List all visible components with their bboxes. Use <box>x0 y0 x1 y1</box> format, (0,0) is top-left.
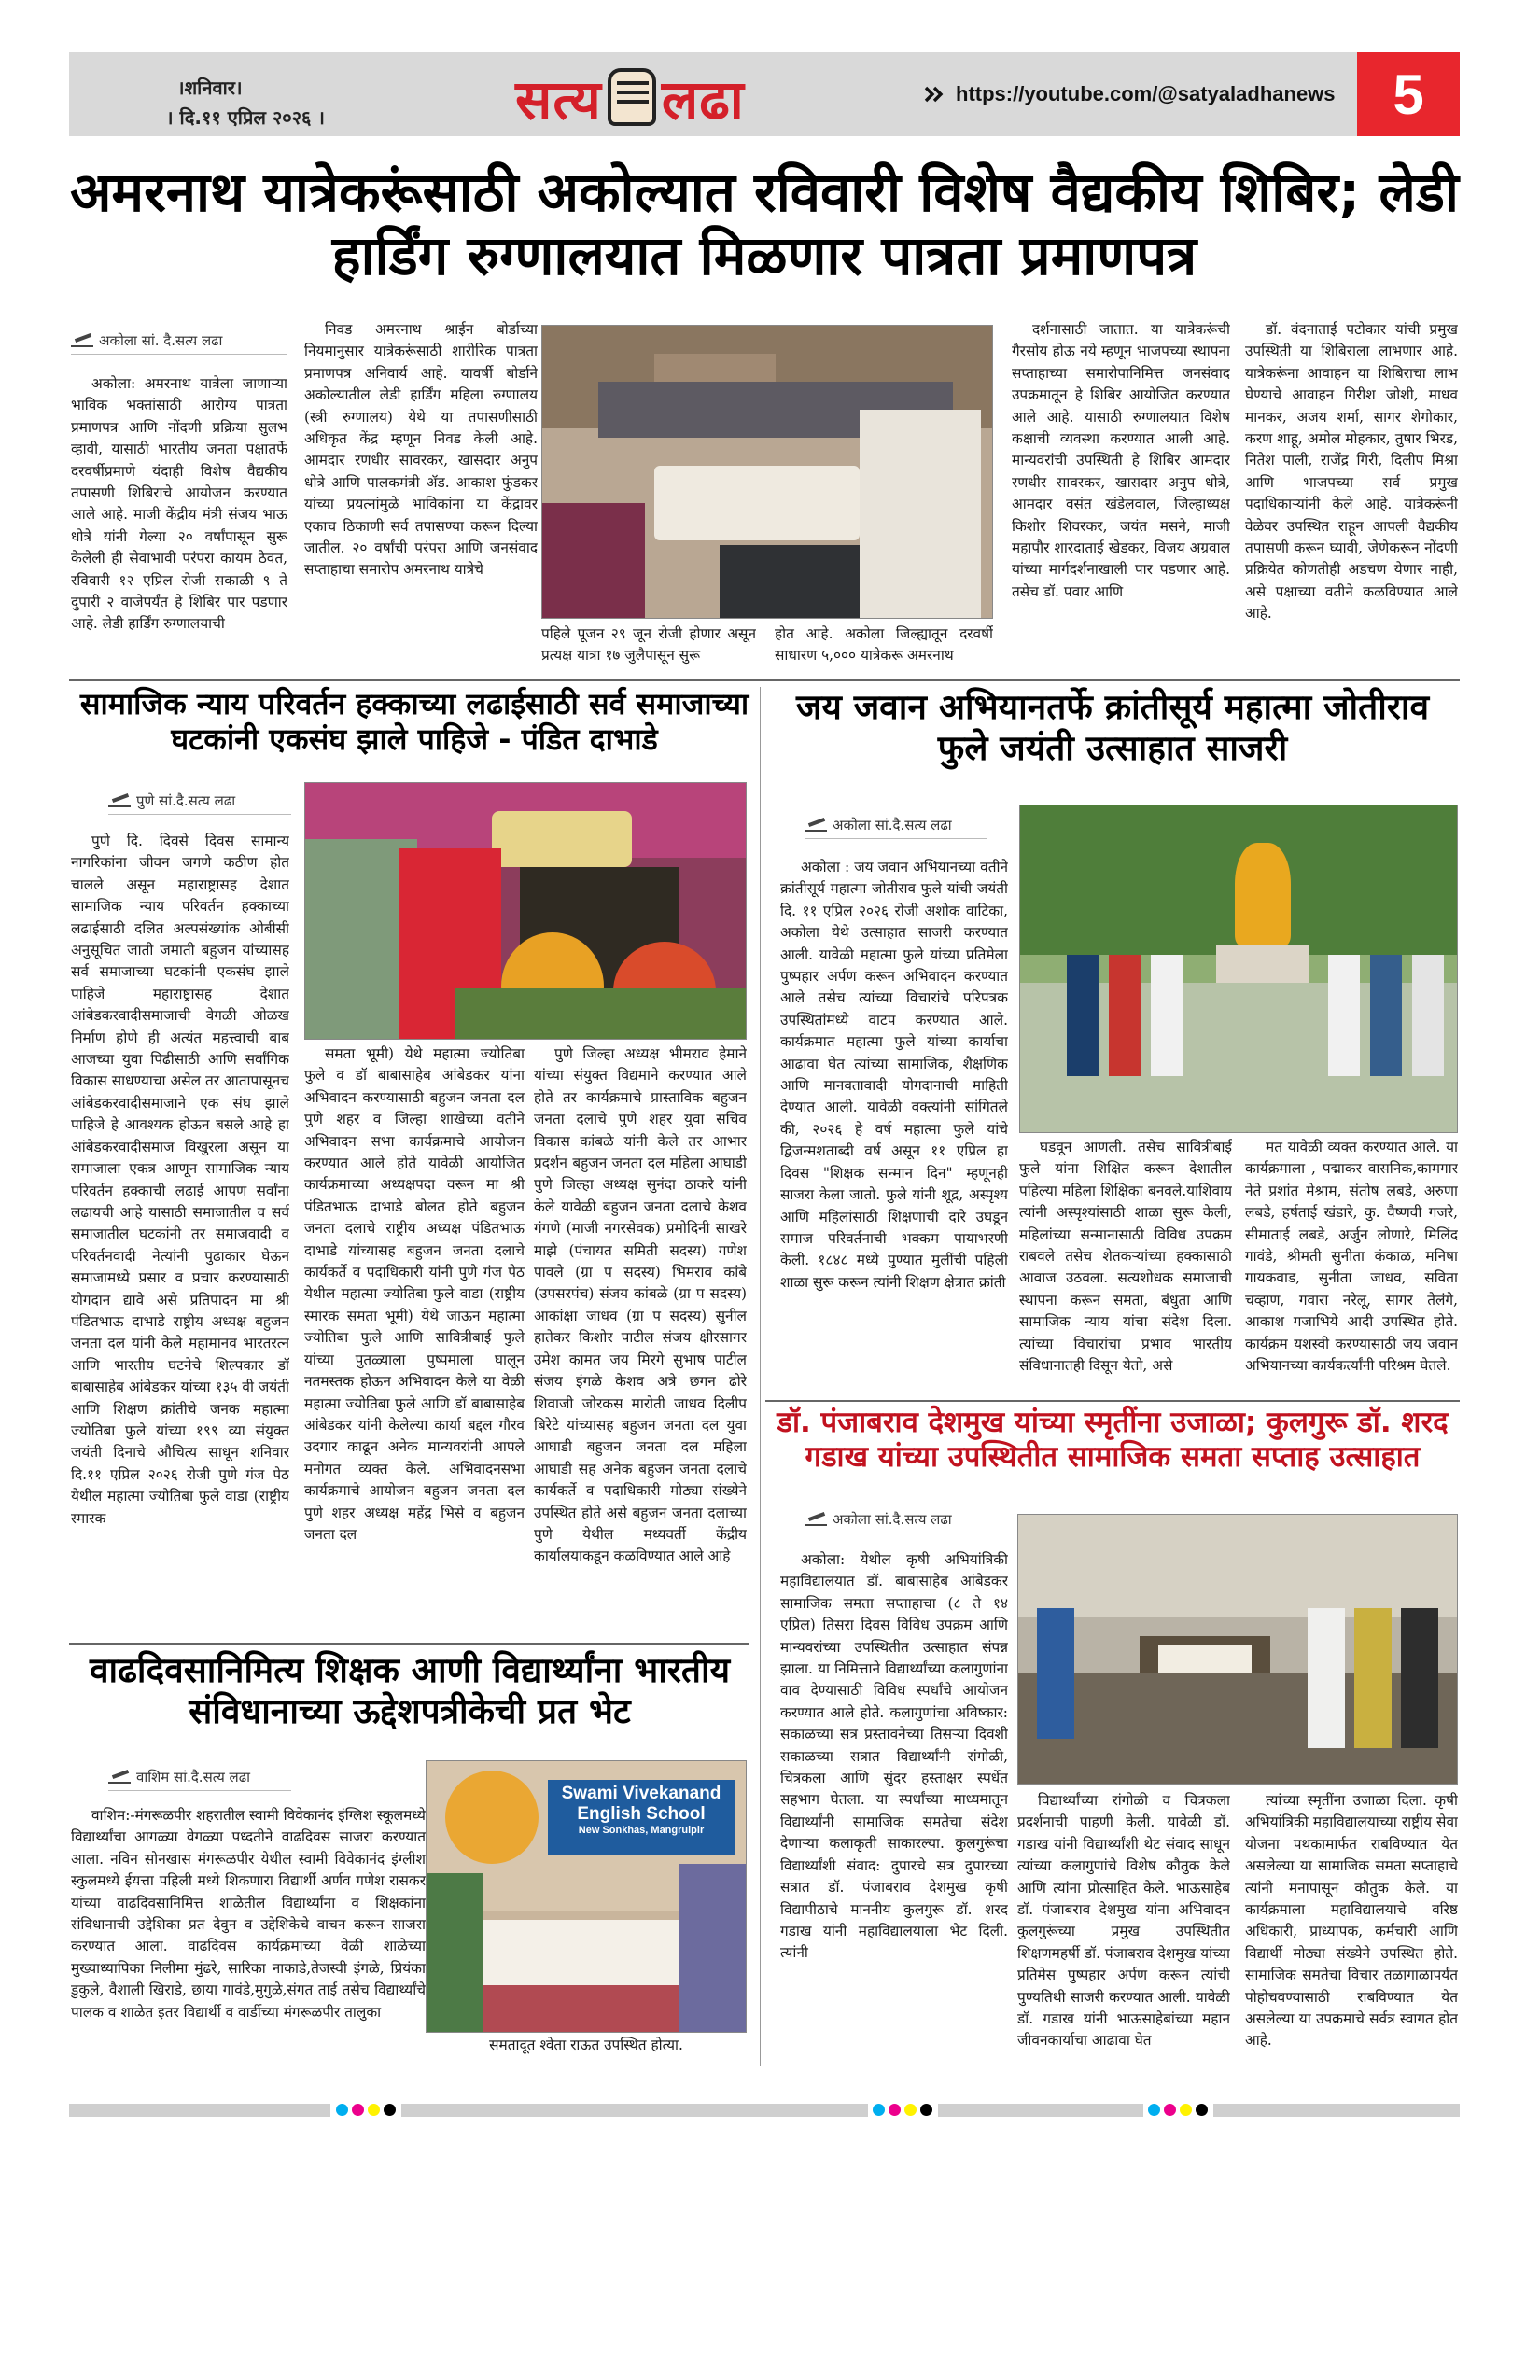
pen-icon <box>805 1513 827 1526</box>
story1-photo <box>541 325 993 619</box>
black-dot <box>384 2104 396 2116</box>
cyan-dot <box>1148 2104 1160 2116</box>
story2-photo <box>304 782 747 1040</box>
masthead-right: लढा <box>661 67 745 132</box>
column-divider <box>760 687 761 2066</box>
story1-col2: निवड अमरनाथ श्राईन बोर्डाच्या नियमानुसार यात्रेकरूंसाठी शारीरिक पात्रता प्रमाणपत्र अनिवार्य आहे. यावर्षी बोर्डाने अकोल्यातील लेडी हार्डिंग महिला रुग्णालय (स्त्री रुग्णालय) येथे या तपासणीसाठी अधिकृत केंद्र म्हणून निवड केली आहे. आमदार रणधीर सावरकर, खासदार अनुप धोत्रे आणि पालकमंत्री ॲड. आकाश फुंडकर यांच्या प्रयत्नांमुळे भाविकांना या केंद्रावर एकाच ठिकाणी सर्व तपासण्या करून दिल्या जातील. २० वर्षांची परंपरा आणि जनसंवाद सप्ताहाचा समारोप अमरनाथ यात्रेचे <box>304 321 538 579</box>
story5-col1: अकोला: येथील कृषी अभियांत्रिकी महाविद्यालयात डॉ. बाबासाहेब आंबेडकर सामाजिक समता सप्ताहाचा (८ ते १४ एप्रिल) तिसरा दिवस विविध उपक्रम आणि मान्यवरांच्या उपस्थितीत उत्साहात संपन्न झाला. या निमित्ताने विद्यार्थ्यांच्या कलागुणांना वाव देण्यासाठी विविध स्पर्धांचे आयोजन करण्यात आले होते. कलागुणांचा अविष्कार: सकाळच्या सत्र प्रस्तावनेच्या तिसऱ्या दिवशी सकाळच्या सत्रात विद्यार्थ्यांनी रांगोळी, चित्रकला आणि सुंदर हस्ताक्षर स्पर्धेत सहभाग घेतला. या स्पर्धांच्या माध्यमातून विद्यार्थ्यांनी सामाजिक समतेचा संदेश देणाऱ्या कलाकृती साकारल्या. कुलगुरूंचा विद्यार्थ्यांशी संवाद: दुपारचे सत्र दुपारच्या सत्रात डॉ. पंजाबराव देशमुख कृषी विद्यापीठाचे माननीय कुलगुरू डॉ. शरद गडाख यांनी महाविद्यालयाला भेट दिली. त्यांनी <box>780 1551 1008 1962</box>
section-divider <box>69 1643 749 1645</box>
pen-icon <box>805 819 827 832</box>
school-sign-line1: Swami Vivekanand <box>561 1784 721 1803</box>
footer-bar <box>401 2104 868 2117</box>
section-divider <box>69 679 1460 681</box>
story3-headline: वाढदिवसानिमित्य शिक्षक आणी विद्यार्थ्यांना भारतीय संविधानाच्या ऊद्देशपत्रीकेची प्रत भेट <box>89 1650 731 1731</box>
yellow-dot <box>368 2104 380 2116</box>
header-day: ।शनिवार। <box>177 77 243 99</box>
double-chevron-icon <box>924 86 945 103</box>
magenta-dot <box>352 2104 364 2116</box>
pen-icon <box>108 794 131 807</box>
story5-col3: त्यांच्या स्मृतींना उजाळा दिला. कृषी अभियांत्रिकी महाविद्यालयाच्या राष्ट्रीय सेवा योजना पथकामार्फत राबविण्यात येत असलेल्या या सामाजिक समता सप्ताहाचे त्यांनी मनापासून कौतुक केले. या कार्यक्रमाला महाविद्यालयाचे वरिष्ठ अधिकारी, प्राध्यापक, कर्मचारी आणि विद्यार्थी मोठ्या संख्येने उपस्थित होते. सामाजिक समतेचा विचार तळागाळापर्यंत पोहोचवण्यासाठी राबविण्यात येत असलेल्या या उपक्रमाचे सर्वत्र स्वागत होत आहे. <box>1245 1792 1458 2050</box>
yellow-dot <box>904 2104 917 2116</box>
school-sign-line3: New Sonkhas, Mangrulpir <box>578 1825 705 1836</box>
story4-col3: मत यावेळी व्यक्त करण्यात आले. या कार्यक्रमाला , पद्माकर वासनिक,कामगार नेते प्रशांत मेश्राम, संतोष लबडे, अरुणा लबडे, हर्षताई खंडारे, कु. वैष्णवी गजरे, सीमाताई लबडे, अर्जुन लोणारे, मिलिंद गावंडे, श्रीमती सुनीता कंकाळ, मनिषा गायकवाड, सुनीता जाधव, सविता चव्हाण, गवारा नरेलू, सागर तेलंगे, आकाश गजाभिये आदी उपस्थित होते. कार्यक्रम यशस्वी करण्यासाठी जय जवान अभियानच्या कार्यकर्त्यांनी परिश्रम घेतले. <box>1245 1139 1458 1375</box>
story1-headline: अमरनाथ यात्रेकरूंसाठी अकोल्यात रविवारी विशेष वैद्यकीय शिबिर; लेडी हार्डिंग रुग्णालयात मिळणार पात्रता प्रमाणपत्र <box>70 161 1459 288</box>
youtube-link[interactable] <box>924 82 1336 106</box>
story4-headline: जय जवान अभियानतर्फे क्रांतीसूर्य महात्मा जोतीराव फुले जयंती उत्साहात साजरी <box>795 687 1430 768</box>
header-date: । दि.११ एप्रिल २०२६ । <box>166 106 325 129</box>
story2-col2: समता भूमी) येथे महात्मा ज्योतिबा फुले व डॉ बाबासाहेब आंबेडकर यांना अभिवादन करण्यासाठी बहुजन जनता दल पुणे शहर व जिल्हा शाखेच्या वतीने अभिवादन सभा कार्यक्रमाचे आयोजन करण्यात आले होते यावेळी आयोजित कार्यक्रमाच्या अध्यक्षपदा वरून मा श्री पंडितभाऊ दाभाडे बोलत होते बहुजन जनता दलाचे राष्ट्रीय अध्यक्ष पंडितभाऊ दाभाडे यांच्यासह बहुजन जनता दलाचे कार्यकर्ते व पदाधिकारी यांनी पुणे गंज पेठ येथील महात्मा ज्योतिबा फुले वाडा (राष्ट्रीय स्मारक समता भूमी) येथे जाऊन महात्मा ज्योतिबा फुले आणि सावित्रीबाई फुले यांच्या पुतळ्याला पुष्पमाला घालून नतमस्तक होऊन अभिवादन केले या वेळी महात्मा ज्योतिबा फुले आणि डॉ बाबासाहेब आंबेडकर यांनी केलेल्या कार्या बद्दल गौरव उदगार काढून अनेक मान्यवरांनी आपले मनोगत व्यक्त केले. अभिवादनसभा कार्यक्रमाचे आयोजन बहुजन जनता दल पुणे शहर अध्यक्ष महेंद्र भिसे व बहुजन जनता दल <box>304 1045 525 1543</box>
section-divider <box>765 1400 1460 1402</box>
story4-col1: अकोला : जय जवान अभियानच्या वतीने क्रांतीसूर्य महात्मा जोतीराव फुले यांची जयंती दि. ११ एप्रिल २०२६ रोजी अशोक वाटिका, अकोला येथे उत्साहात साजरी करण्यात आली. यावेळी महात्मा फुले यांच्या प्रतिमेला पुष्पहार अर्पण करून अभिवादन करण्यात आले तसेच त्यांच्या विचारांचे परिपत्रक उपस्थितांमध्ये वाटप करण्यात आले. कार्यक्रमात महात्मा फुले यांच्या कार्याचा आढावा घेत त्यांच्या सामाजिक, शैक्षणिक आणि मानवतावादी योगदानाची माहिती देण्यात आली. यावेळी वक्त्यांनी सांगितले की, २०२६ हे वर्ष महात्मा फुले यांचे द्विजन्मशताब्दी वर्ष असून ११ एप्रिल हा दिवस "शिक्षक सन्मान दिन" म्हणूनही साजरा केला जातो. फुले यांनी शूद्र, अस्पृश्य आणि महिलांसाठी शिक्षणाची दारे उघडून समाज परिवर्तनाची भक्कम पायाभरणी केली. १८४८ मध्ये पुण्यात मुलींची पहिली शाळा सुरू करून त्यांनी शिक्षण क्षेत्रात क्रांती <box>780 859 1008 1291</box>
story2-col3: पुणे जिल्हा अध्यक्ष भीमराव हेमाने यांच्या संयुक्त विद्यमाने करण्यात आले होते तर कार्यक्रमाचे प्रास्ताविक बहुजन जनता दलाचे पुणे शहर युवा सचिव विकास कांबळे यांनी केले तर आभार प्रदर्शन बहुजन जनता दल महिला आघाडी पुणे जिल्हा अध्यक्ष सुनंदा ठाकरे यांनी केले यावेळी बहुजन जनता दलाचे केशव गंगणे (माजी नगरसेवक) प्रमोदिनी साखरे माझे (पंचायत समिती सदस्य) गणेश पावले (ग्रा प सदस्य) भिमराव कांबे (उपसरपंच) संजय कांबळे (ग्रा प सदस्य) आकांक्षा जाधव (ग्रा प सदस्य) सुनील हातेकर किशोर पाटील संजय क्षीरसागर उमेश कामत जय मिरगे सुभाष पाटील संजय इंगळे केशव अत्रे छगन ढोरे शिवाजी जोरकस मारोती जाधव दिलीप बिरेटे यांच्यासह बहुजन जनता दल युवा आघाडी बहुजन जनता दल महिला आघाडी सह अनेक बहुजन जनता दलाचे कार्यकर्ते व पदाधिकारी मोठ्या संख्येने उपस्थित होते असे बहुजन जनता दलाच्या पुणे येथील मध्यवर्ती केंद्रीय कार्यालयाकडून कळविण्यात आले आहे <box>534 1045 747 1565</box>
story1-col4: डॉ. वंदनाताई पटोकार यांची प्रमुख उपस्थिती या शिबिराला लाभणार आहे. यात्रेकरूंना आवाहन या शिबिराचा लाभ घेण्याचे आवाहन गिरीश जोशी, माधव मानकर, अजय शर्मा, सागर शेगोकार, करण शाहू, अमोल मोहकार, तुषार भिरड, नितेश पाली, राजेंद्र गिरी, दिलीप मिश्रा आणि भाजपच्या सर्व प्रमुख पदाधिकाऱ्यांनी केले आहे. यात्रेकरूंनी वेळेवर उपस्थित राहून आपली वैद्यकीय तपासणी करून घ्यावी, जेणेकरून नोंदणी प्रक्रियेत कोणतीही अडचण येणार नाही, असे पक्षाच्या वतीने कळविण्यात आले आहे. <box>1245 321 1458 623</box>
footer-bar <box>1213 2104 1460 2117</box>
story1-caption-b: होत आहे. अकोला जिल्ह्यातून दरवर्षी साधारण ५,००० यात्रेकरू अमरनाथ <box>775 625 993 665</box>
story1-col1: अकोला: अमरनाथ यात्रेला जाणाऱ्या भाविक भक्तांसाठी आरोग्य पात्रता प्रमाणपत्र आणि नोंदणी प्रक्रिया सुलभ व्हावी, यासाठी भारतीय जनता पक्षातर्फे दरवर्षीप्रमाणे यंदाही विशेष वैद्यकीय तपासणी शिबिराचे आयोजन करण्यात आले आहे. माजी केंद्रीय मंत्री संजय भाऊ धोत्रे यांनी गेल्या २० वर्षांपासून सुरू केलेली ही सेवाभावी परंपरा कायम ठेवत, रविवारी १२ एप्रिल रोजी सकाळी ९ ते दुपारी २ वाजेपर्यंत हे शिबिर पार पडणार आहे. लेडी हार्डिंग रुग्णालयाची <box>71 375 287 633</box>
story4-byline: अकोला सां.दै.सत्य लढा <box>805 816 987 839</box>
story3-caption: समतादूत श्वेता राऊत उपस्थित होत्या. <box>489 2037 683 2053</box>
black-dot <box>1196 2104 1208 2116</box>
story3-byline: वाशिम सां.दै.सत्य लढा <box>108 1768 291 1791</box>
youtube-url: https://youtube.com/@satyaladhanews <box>956 82 1336 105</box>
registration-dots <box>336 2104 396 2116</box>
story5-photo <box>1017 1514 1458 1785</box>
story4-photo <box>1019 805 1458 1133</box>
story5-headline: डॉ. पंजाबराव देशमुख यांच्या स्मृतींना उजाळा; कुलगुरू डॉ. शरद गडाख यांच्या उपस्थितीत सामाजिक समता सप्ताह उत्साहात <box>777 1406 1449 1474</box>
yellow-dot <box>1180 2104 1192 2116</box>
story1-byline: अकोला सां. दै.सत्य लढा <box>71 331 287 355</box>
pen-icon <box>108 1771 131 1784</box>
story3-photo <box>426 1760 747 2033</box>
footer-bar <box>69 2104 330 2117</box>
story4-col2: घडवून आणली. तसेच सावित्रीबाई फुले यांना शिक्षित करून देशातील पहिल्या महिला शिक्षिका बनवले.याशिवाय त्यांनी अस्पृश्यांसाठी शाळा सुरू केली, महिलांच्या सन्मानासाठी विविध उपक्रम राबवले तसेच शेतकऱ्यांच्या हक्कासाठी आवाज उठवला. सत्यशोधक समाजाची स्थापना करून समता, बंधुता आणि सामाजिक न्याय यांचा संदेश दिला. त्यांच्या विचारांचा प्रभाव भारतीय संविधानातही दिसून येतो, असे <box>1019 1139 1232 1375</box>
pen-icon <box>71 334 93 347</box>
story3-body: वाशिम:-मंगरूळपीर शहरातील स्वामी विवेकानंद इंग्लिश स्कूलमध्ये विद्यार्थ्यांचा आगळ्या वेगळ्या पध्दतीने वाढदिवस साजरा करण्यात आला. नविन सोनखास मंगरूळपीर येथील स्वामी विवेकानंद इंग्लीश स्कुलमध्ये ईयत्ता पहिली मध्ये शिकणारा विद्यार्थी अर्णव गणेश रासकर यांच्या वाढदिवसानिमित्त शाळेतील विद्यार्थ्यांना व शिक्षकांना संविधानाची उद्देशिका प्रत देवुन व उद्देशिकेचे वाचन करून साजरा करण्यात आला. वाढदिवस कार्यक्रमाच्या वेळी शाळेच्या मुख्याध्यापिका निलीमा मुंढरे, सारिका नाकाडे,तेजस्वी इंगळे, प्रियंका डुकुले, वैशाली खिराडे, छाया गावंडे,मुगुळे,संगत ताई तसेच विद्यार्थ्यांचे पालक व शाळेत इतर विद्यार्थी व वार्डीच्या मंगरूळपीर तालुका <box>71 1807 426 2021</box>
story5-byline: अकोला सां.दै.सत्य लढा <box>805 1510 987 1533</box>
footer-bar <box>938 2104 1143 2117</box>
story1-caption-a: पहिले पूजन २९ जून रोजी होणार असून प्रत्यक्ष यात्रा १७ जुलैपासून सुरू <box>541 625 756 665</box>
story1-col3: दर्शनासाठी जातात. या यात्रेकरूंची गैरसोय होऊ नये म्हणून भाजपच्या स्थापना सप्ताहाच्या समारोपानिमित्त जनसंवाद उपक्रमातून हे शिबिर आयोजित करण्यात आले आहे. यासाठी रुग्णालयात विशेष कक्षाची व्यवस्था करण्यात आली आहे. मान्यवरांची उपस्थिती हे शिबिर आमदार रणधीर सावरकर, खासदार अनुप धोत्रे, आमदार वसंत खंडेलवाल, जिल्हाध्यक्ष किशोर शिवरकर, जयंत मसने, माजी महापौर शारदाताई खेडकर, विजय अग्रवाल यांच्या मार्गदर्शनाखाली पार पडणार आहे. तसेच डॉ. पवार आणि <box>1012 321 1230 600</box>
magenta-dot <box>889 2104 901 2116</box>
magenta-dot <box>1164 2104 1176 2116</box>
registration-dots <box>873 2104 932 2116</box>
page-number: 5 <box>1357 52 1460 136</box>
story2-byline: पुणे सां.दै.सत्य लढा <box>108 791 291 815</box>
story5-col2: विद्यार्थ्यांच्या रांगोळी व चित्रकला प्रदर्शनाची पाहणी केली. यावेळी डॉ. गडाख यांनी विद्यार्थ्यांशी थेट संवाद साधून त्यांच्या कलागुणांचे विशेष कौतुक केले आणि त्यांना प्रोत्साहित केले. भाऊसाहेब डॉ. पंजाबराव देशमुख यांना अभिवादन कुलगुरूंच्या प्रमुख उपस्थितीत शिक्षणमहर्षी डॉ. पंजाबराव देशमुख यांच्या प्रतिमेस पुष्पहार अर्पण करून त्यांची पुण्यतिथी साजरी करण्यात आली. यावेळी डॉ. गडाख यांनी भाऊसाहेबांच्या महान जीवनकार्याचा आढावा घेत <box>1017 1792 1230 2050</box>
cyan-dot <box>873 2104 885 2116</box>
masthead-left: सत्य <box>515 67 602 132</box>
masthead-logo <box>439 60 821 134</box>
fist-icon <box>608 68 656 126</box>
registration-dots <box>1148 2104 1208 2116</box>
story2-col1: पुणे दि. दिवसे दिवस सामान्य नागरिकांना जीवन जगणे कठीण होत चालले असून महाराष्ट्रासह देशात सामाजिक न्याय परिवर्तन हक्काच्या लढाईसाठी दलित अल्पसंख्यांक ओबीसी अनुसूचित जाती जमाती बहुजन यांच्यासह सर्व समाजाच्या घटकांनी एकसंघ झाले पाहिजे महाराष्ट्रासह देशात आंबेडकरवादीसमाजाची वेगळी ओळख निर्माण होणे ही अत्यंत महत्त्वाची बाब आजच्या युवा पिढीसाठी आणि सर्वांगिक विकास साधण्याचा असेल तर आतापासूनच आंबेडकरवादीसमाजाने एक संघ झाले पाहिजे हे आवश्यक होऊन बसले आहे हा आंबेडकरवादीसमाज विखुरला असून या समाजाला एकत्र आणून सामाजिक न्याय परिवर्तन हक्काची लढाई आपण सर्वांना लढायची आहे यासाठी समाजातील व सर्व समाजातील घटकांनी तर समाजवादी व परिवर्तनवादी नेत्यांनी पुढाकार घेऊन समाजामध्ये प्रसार व प्रचार करण्यासाठी योगदान द्यावे असे प्रतिपादन मा श्री पंडितभाऊ दाभाडे राष्ट्रीय अध्यक्ष बहुजन जनता दल यांनी केले महामानव भारतरत्न आणि भारतीय घटनेचे शिल्पकार डॉ बाबासाहेब आंबेडकर यांच्या १३५ वी जयंती आणि शिक्षण क्रांतीचे जनक महात्मा ज्योतिबा फुले यांच्या १९९ व्या संयुक्त जयंती दिनाचे औचित्य साधून शनिवार दि.११ एप्रिल २०२६ रोजी पुणे गंज पेठ येथील महात्मा ज्योतिबा फुले वाडा (राष्ट्रीय स्मारक <box>71 833 289 1527</box>
story2-headline: सामाजिक न्याय परिवर्तन हक्काच्या लढाईसाठी सर्व समाजाच्या घटकांनी एकसंघ झाले पाहिजे - पंडित दाभाडे <box>79 686 749 757</box>
cyan-dot <box>336 2104 348 2116</box>
school-sign-line2: English School <box>577 1804 706 1824</box>
black-dot <box>920 2104 932 2116</box>
